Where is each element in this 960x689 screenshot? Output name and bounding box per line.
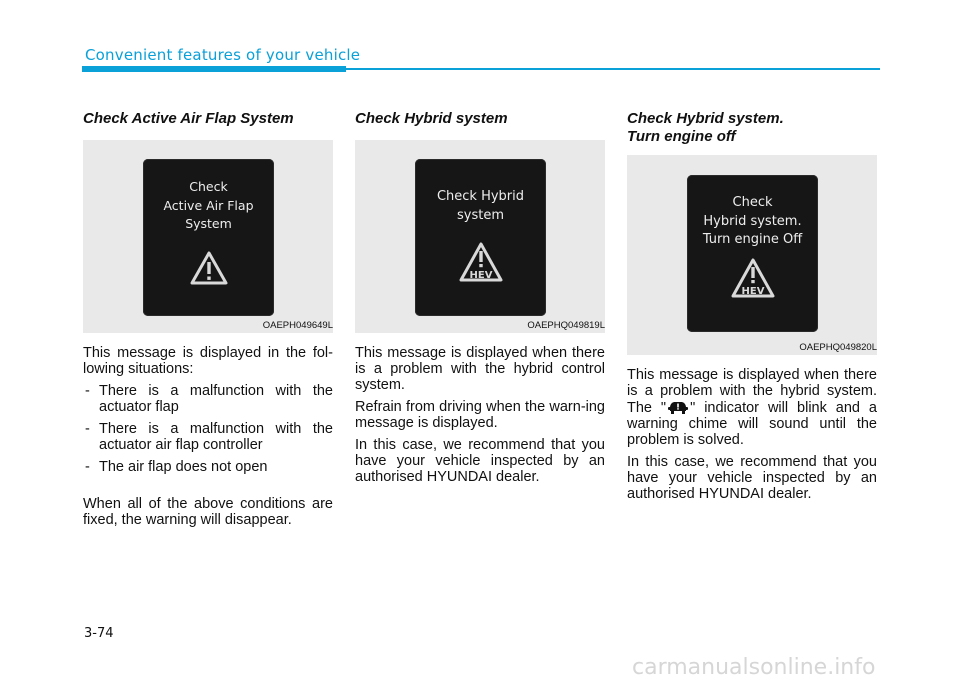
cluster-display-figure	[83, 140, 333, 333]
section-title: Convenient features of your vehicle	[85, 46, 361, 64]
section-heading: Check Hybrid system	[355, 110, 508, 127]
situation-list	[83, 383, 333, 475]
section-heading: Check Hybrid system. Turn engine off	[627, 110, 784, 145]
watermark: carmanualsonline.info	[632, 655, 876, 680]
paragraph: In this case, we recommend that you have your vehicle inspected by an authorised HYUNDAI dealer.	[355, 437, 605, 485]
cluster-display-panel	[687, 175, 818, 332]
figure-code: OAEPHQ049820L	[799, 342, 877, 353]
display-message: Check Hybrid system	[436, 189, 525, 223]
outro-text: When all of the above conditions are fixed, the warning will disappear.	[83, 496, 333, 528]
figure-code: OAEPH049649L	[262, 320, 333, 331]
paragraph: This message is displayed when there is a problem with the hybrid system. The " " indicator will blink and a warning chime will sound until the problem is solved.	[627, 367, 878, 448]
cluster-display-figure	[627, 155, 877, 355]
section-check-hybrid-system	[355, 110, 605, 485]
cluster-display-panel	[143, 159, 274, 316]
page-number: 3-74	[84, 626, 114, 641]
paragraph: This message is displayed when there is a problem with the hybrid control system.	[355, 345, 605, 393]
figure-code: OAEPHQ049819L	[527, 320, 605, 331]
hev-warning-icon	[459, 242, 503, 282]
header-accent-bar	[82, 66, 346, 72]
display-message: Check Active Air Flap System	[163, 179, 254, 231]
hybrid-system-warning-indicator-icon	[667, 399, 689, 415]
svg-text:HEV: HEV	[469, 270, 493, 281]
header-rule	[346, 68, 880, 70]
svg-text:HEV: HEV	[741, 286, 765, 297]
cluster-display-figure	[355, 140, 605, 333]
display-message: Check Hybrid system. Turn engine Off	[702, 195, 803, 247]
warning-triangle-icon	[190, 251, 228, 285]
intro-text: This message is displayed in the fol-lowing situations:	[83, 345, 333, 377]
list-item: - There is a malfunction with the actuator flap	[85, 383, 333, 415]
list-item: - The air flap does not open	[85, 459, 268, 475]
hev-warning-icon	[731, 258, 775, 298]
section-check-hybrid-turn-off	[627, 110, 877, 502]
section-heading: Check Active Air Flap System	[83, 110, 294, 127]
section-check-active-air-flap	[83, 110, 333, 528]
cluster-display-panel	[415, 159, 546, 316]
paragraph: Refrain from driving when the warn-ing message is displayed.	[355, 399, 605, 431]
paragraph: In this case, we recommend that you have your vehicle inspected by an authorised HYUNDAI dealer.	[627, 454, 877, 502]
list-item: - There is a malfunction with the actuator air flap controller	[85, 421, 333, 453]
